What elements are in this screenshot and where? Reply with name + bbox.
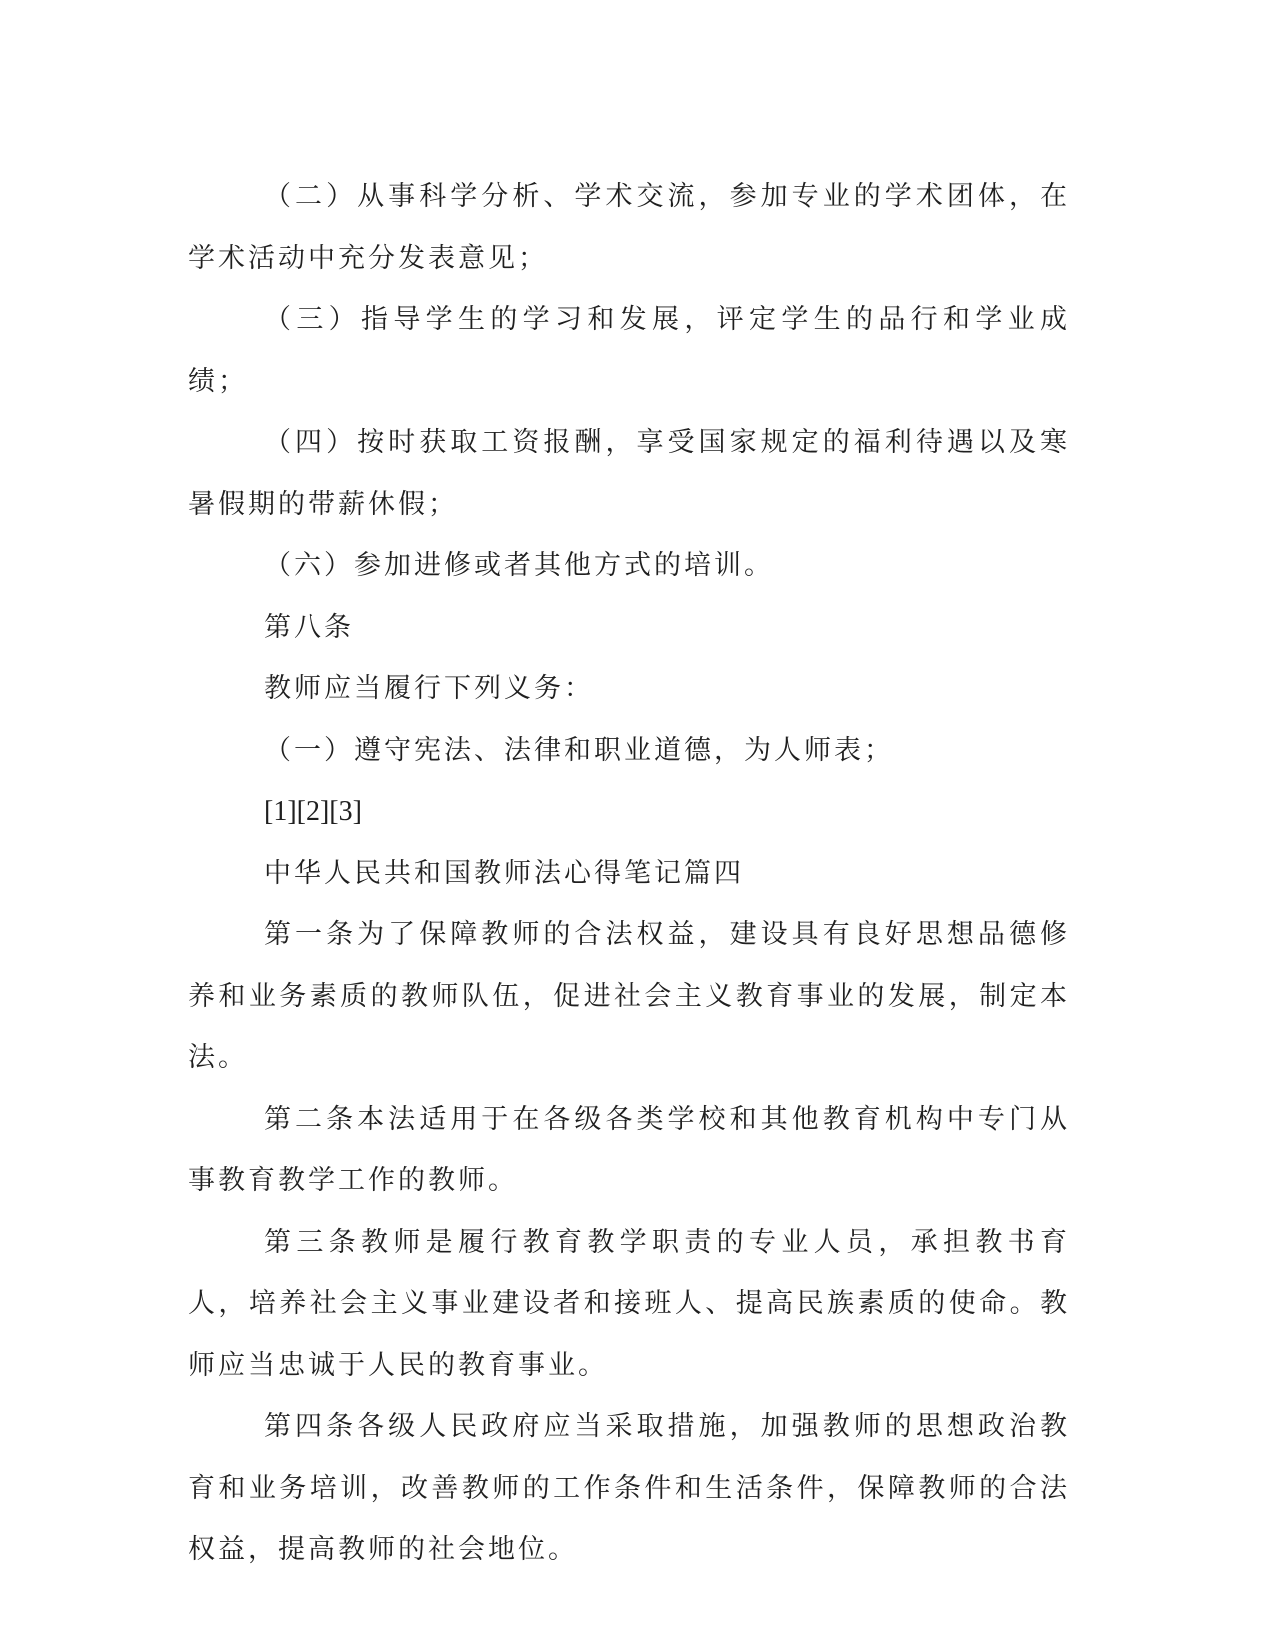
paragraph-right-3: （三）指导学生的学习和发展，评定学生的品行和学业成绩； (188, 304, 1070, 397)
article-8-heading: 第八条 (264, 611, 354, 643)
article-4: 第四条各级人民政府应当采取措施，加强教师的思想政治教育和业务培训，改善教师的工作条件和生活条件，保障教师的合法权益，提高教师的社会地位。 (188, 1411, 1070, 1565)
article-1: 第一条为了保障教师的合法权益，建设具有良好思想品德修养和业务素质的教师队伍，促进社会主义教育事业的发展，制定本法。 (188, 919, 1070, 1073)
page-references: [1][2][3] (264, 796, 362, 827)
article-2: 第二条本法适用于在各级各类学校和其他教育机构中专门从事教育教学工作的教师。 (188, 1103, 1070, 1196)
paragraph-right-4: （四）按时获取工资报酬，享受国家规定的福利待遇以及寒暑假期的带薪休假； (188, 427, 1070, 520)
article-3: 第三条教师是履行教育教学职责的专业人员，承担教书育人，培养社会主义事业建设者和接班人、提高民族素质的使命。教师应当忠诚于人民的教育事业。 (188, 1226, 1070, 1381)
paragraph-right-2: （二）从事科学分析、学术交流，参加专业的学术团体，在学术活动中充分发表意见； (188, 181, 1070, 274)
paragraph-right-6: （六）参加进修或者其他方式的培训。 (264, 550, 774, 581)
section-title: 中华人民共和国教师法心得笔记篇四 (264, 857, 744, 889)
obligations-intro: 教师应当履行下列义务： (264, 673, 594, 704)
document-body (188, 166, 1070, 1581)
obligation-1: （一）遵守宪法、法律和职业道德，为人师表； (264, 734, 894, 766)
